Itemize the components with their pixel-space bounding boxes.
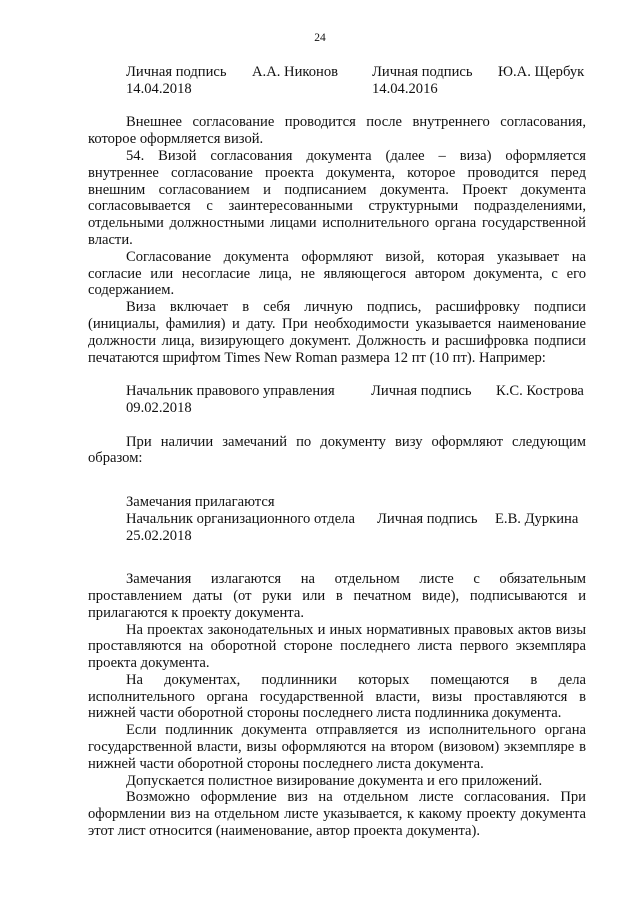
- paragraph: Виза включает в себя личную подпись, расшифровку подписи (инициалы, фамилия) и дату. При необходимости указывается наименование должности лица, визирующего документ. Должность и расшифровка подписи печатаются шрифтом Times New Roman размера 12 пт (10 пт). Например:: [88, 299, 586, 366]
- example-signature-label: Личная подпись: [377, 510, 478, 527]
- example-visa-row: [126, 511, 586, 528]
- signature-name: Ю.А. Щербук: [498, 64, 585, 80]
- example-name: К.С. Кострова: [496, 383, 584, 400]
- paragraph: Согласование документа оформляют визой, которая указывает на согласие или несогласие лица, не являющегося автором документа, с его содержанием.: [88, 248, 586, 299]
- paragraph: При наличии замечаний по документу визу оформляют следующим образом:: [88, 433, 586, 467]
- example-date: 25.02.2018: [126, 527, 192, 544]
- example-position: Начальник правового управления: [126, 383, 335, 400]
- signature-label: Личная подпись: [126, 64, 227, 80]
- paragraph: На проектах законодательных и иных нормативных правовых актов визы проставляются на оборотной стороне последнего листа первого экземпляра проекта документа.: [88, 621, 586, 672]
- paragraph: На документах, подлинники которых помещаются в дела исполнительного органа государственной власти, визы проставляются в нижней части оборотной стороны последнего листа подлинника документа.: [88, 671, 586, 722]
- example-position: Начальник организационного отдела: [126, 510, 355, 527]
- example-date: 09.02.2018: [126, 399, 192, 416]
- paragraph: Возможно оформление виз на отдельном листе согласования. При оформлении виз на отдельном листе указывается, к какому проекту документа этот лист относится (наименование, автор проекта документа).: [88, 789, 586, 840]
- signature-date-row: [126, 81, 586, 98]
- paragraph: Замечания излагаются на отдельном листе с обязательным проставлением даты (от руки или в печатном виде), подписываются и прилагаются к проекту документа.: [88, 571, 586, 621]
- example-visa-row: [126, 383, 586, 400]
- paragraph: Внешнее согласование проводится после внутреннего согласования, которое оформляется визой.: [88, 114, 586, 148]
- paragraph: 54. Визой согласования документа (далее – виза) оформляется внутреннее согласование проекта документа, которое проводится перед внешним согласованием и подписанием документа. Проект документа согласовывается с заинтересованными структурными подразделениями, отдельными должностными лицами исполнительного органа государственной власти.: [88, 147, 586, 248]
- signature-name: А.А. Никонов: [252, 64, 339, 80]
- signature-date: 14.04.2016: [372, 80, 438, 97]
- document-body: [88, 64, 586, 840]
- example-name: Е.В. Дуркина: [495, 510, 579, 527]
- example-signature-label: Личная подпись: [371, 383, 472, 400]
- signature-label: Личная подпись: [372, 64, 473, 80]
- signature-row: [126, 64, 586, 81]
- paragraph: Допускается полистное визирование документа и его приложений.: [126, 772, 543, 789]
- paragraph: Если подлинник документа отправляется из исполнительного органа государственной власти, визы оформляются на втором (визовом) экземпляре в нижней части оборотной стороны последнего листа документа.: [88, 722, 586, 772]
- example-remarks: Замечания прилагаются: [126, 493, 275, 510]
- signature-date: 14.04.2018: [126, 80, 192, 97]
- page-number: 24: [314, 32, 326, 44]
